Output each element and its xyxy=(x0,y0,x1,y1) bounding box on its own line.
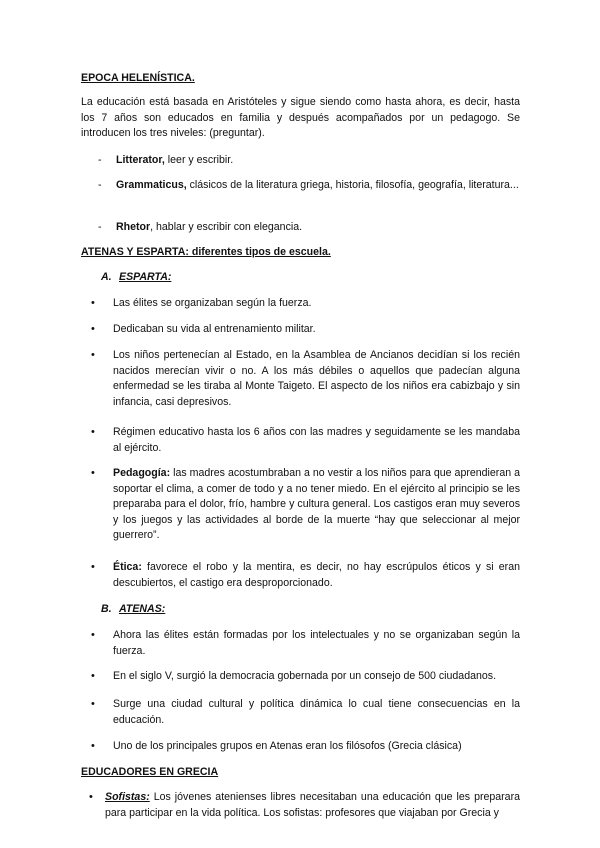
heading-atenas-esparta: ATENAS Y ESPARTA: diferentes tipos de escuela. xyxy=(81,246,331,258)
esparta-item-text: favorece el robo y la mentira, es decir, no hay escrúpulos éticos y si eran descubiertos, el castigo era desproporcionado. xyxy=(113,561,520,589)
atenas-item-text: Uno de los principales grupos en Atenas eran los filósofos (Grecia clásica) xyxy=(113,740,462,752)
esparta-item-text: Régimen educativo hasta los 6 años con las madres y seguidamente se les mandaba al ejército. xyxy=(113,426,520,454)
dash-marker: - xyxy=(98,154,102,166)
level-item-litterator xyxy=(81,153,520,169)
bullet-icon: • xyxy=(91,467,95,479)
bullet-icon: • xyxy=(89,791,93,803)
item-term: Pedagogía: xyxy=(113,467,171,479)
bullet-icon: • xyxy=(91,670,95,682)
atenas-item xyxy=(81,669,520,685)
esparta-item-etica xyxy=(81,560,520,591)
item-term: Sofistas: xyxy=(105,791,150,803)
heading-educadores-grecia: EDUCADORES EN GRECIA xyxy=(81,766,219,778)
level-term: Litterator, xyxy=(116,154,165,166)
atenas-item-text: En el siglo V, surgió la democracia gobernada por un consejo de 500 ciudadanos. xyxy=(113,670,497,682)
subheading-letter: A. xyxy=(101,271,112,283)
bullet-icon: • xyxy=(91,740,95,752)
atenas-item-text: Ahora las élites están formadas por los intelectuales y no se organizaban según la fuerza. xyxy=(113,629,520,657)
subheading-atenas xyxy=(101,602,165,618)
subheading-title: ATENAS: xyxy=(119,603,166,615)
dash-marker: - xyxy=(98,221,102,233)
atenas-item xyxy=(81,697,520,728)
atenas-item xyxy=(81,739,520,755)
educadores-item-text: Los jóvenes atenienses libres necesitaban una educación que les preparara para participar en la vida política. Los sofistas: profesores que viajaban por Grecia y xyxy=(105,791,520,819)
subheading-title: ESPARTA: xyxy=(119,271,172,283)
level-term: Grammaticus, xyxy=(116,179,187,191)
heading-epoca-helenistica: EPOCA HELENÍSTICA. xyxy=(81,72,195,84)
esparta-item xyxy=(81,322,520,338)
esparta-item-text: Dedicaban su vida al entrenamiento militar. xyxy=(113,323,316,335)
bullet-icon: • xyxy=(91,426,95,438)
esparta-item xyxy=(81,425,520,456)
bullet-icon: • xyxy=(91,561,95,573)
esparta-item-pedagogia xyxy=(81,466,520,544)
bullet-icon: • xyxy=(91,349,95,361)
subheading-letter: B. xyxy=(101,603,112,615)
item-term: Ética: xyxy=(113,561,142,573)
esparta-item xyxy=(81,296,520,312)
esparta-item-text: Los niños pertenecían al Estado, en la Asamblea de Ancianos decidían si los recién nacidos merecían vivir o no. A los más débiles o aquellos que padecían alguna enfermedad se les tiraba al Monte Taigeto. El aspecto de los niños era cabizbajo y sin infancia, casi depresivos. xyxy=(113,349,520,408)
atenas-item xyxy=(81,628,520,659)
intro-paragraph: La educación está basada en Aristóteles y sigue siendo como hasta ahora, es decir, hasta los 7 años son educados en familia y después acompañados por un pedagogo. Se introducen los tres niveles: (preguntar). xyxy=(81,96,520,139)
subheading-esparta xyxy=(101,270,171,286)
educadores-item-sofistas xyxy=(81,790,520,821)
esparta-item xyxy=(81,348,520,410)
atenas-item-text: Surge una ciudad cultural y política dinámica lo cual tiene consecuencias en la educación. xyxy=(113,698,520,726)
esparta-item-text: las madres acostumbraban a no vestir a los niños para que aprendieran a soportar el clima, a comer de todo y a no tener miedo. En el ejército al principio se les preparaba para el dolor, frío, hambre y cultura general. Los castigos eran muy severos y los juegos y las actividades al borde de la muerte “hay que seleccionar al mejor guerrero”. xyxy=(113,467,520,541)
bullet-icon: • xyxy=(91,698,95,710)
level-term: Rhetor xyxy=(116,221,151,233)
level-desc: leer y escribir. xyxy=(164,154,234,166)
level-desc: , hablar y escribir con elegancia. xyxy=(150,221,303,233)
bullet-icon: • xyxy=(91,629,95,641)
bullet-icon: • xyxy=(91,297,95,309)
bullet-icon: • xyxy=(91,323,95,335)
dash-marker: - xyxy=(98,179,102,191)
level-desc: clásicos de la literatura griega, historia, filosofía, geografía, literatura... xyxy=(186,179,519,191)
level-item-rhetor xyxy=(81,220,520,236)
level-item-grammaticus xyxy=(81,178,520,194)
esparta-item-text: Las élites se organizaban según la fuerza. xyxy=(113,297,312,309)
